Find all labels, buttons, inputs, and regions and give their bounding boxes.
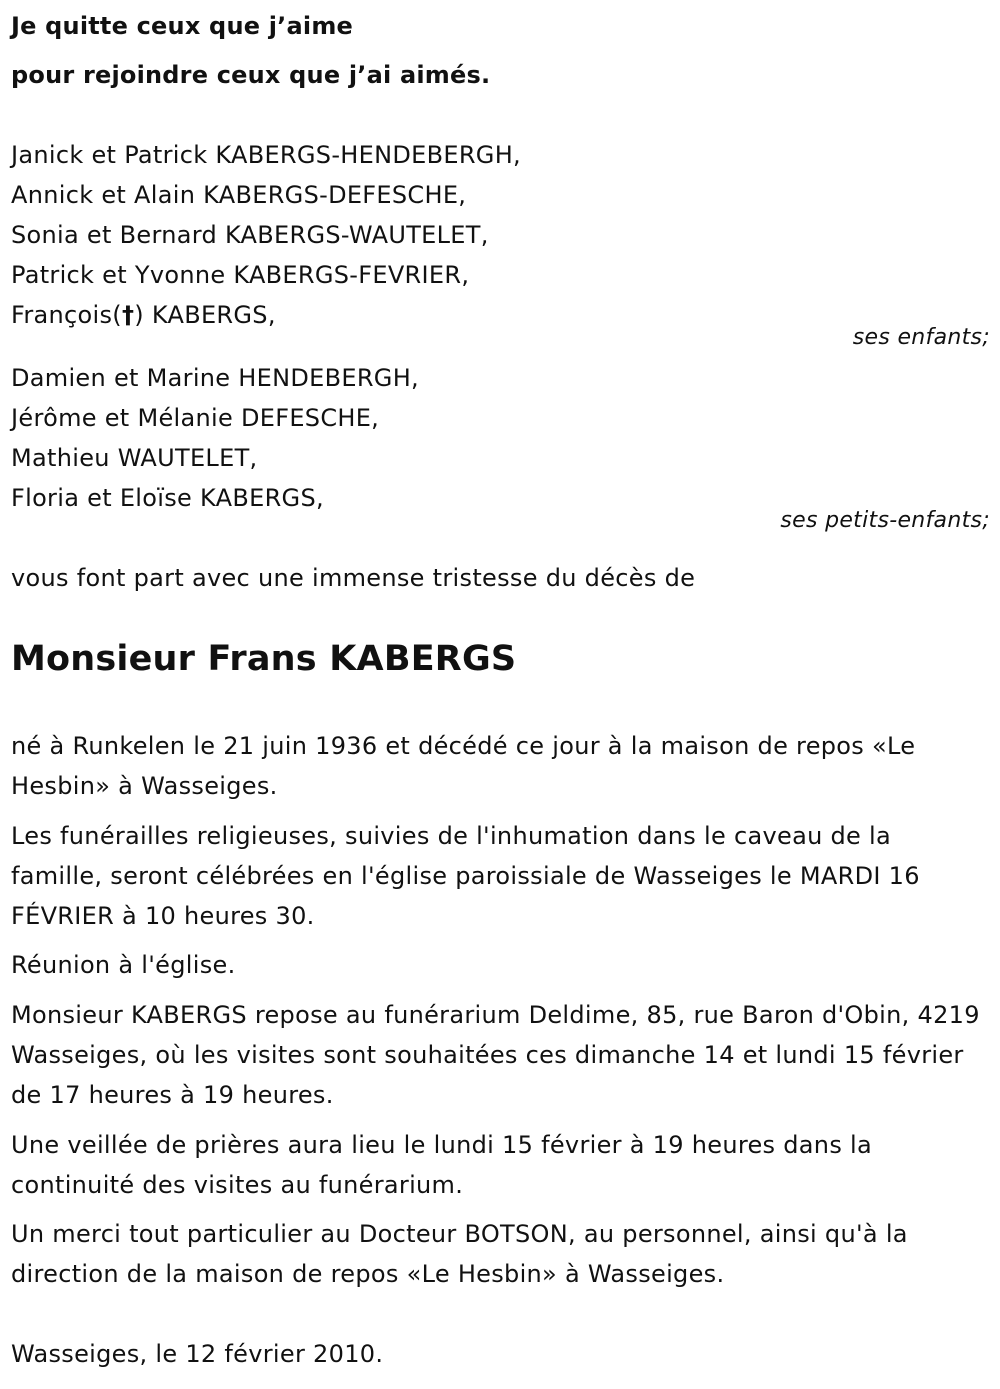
viewing-paragraph: Monsieur KABERGS repose au funérarium Deldime, 85, rue Baron d'Obin, 4219 Wasseiges, où les visites sont souhaitées ces dimanche 14 et lundi 15 février de 17 heures à 19 heures. (11, 1001, 980, 1109)
cross-icon: † (121, 301, 135, 329)
thanks-paragraph: Un merci tout particulier au Docteur BOTSON, au personnel, ainsi qu'à la direction de la maison de repos «Le Hesbin» à Wasseiges. (11, 1220, 908, 1288)
grandchild-name: Jérôme et Mélanie DEFESCHE, (11, 404, 380, 432)
vigil-paragraph: Une veillée de prières aura lieu le lundi 15 février à 19 heures dans la continuité des visites au funérarium. (11, 1131, 873, 1199)
funeral-paragraph: Les funérailles religieuses, suivies de l'inhumation dans le caveau de la famille, seront célébrées en l'église paroissiale de Wasseiges le MARDI 16 FÉVRIER à 10 heures 30. (11, 822, 920, 930)
child-name: Annick et Alain KABERGS-DEFESCHE, (11, 181, 467, 209)
deceased-name: Monsieur Frans KABERGS (11, 639, 517, 679)
children-role-label: ses enfants; (852, 325, 990, 350)
grandchild-name: Damien et Marine HENDEBERGH, (11, 364, 419, 392)
child-name: Janick et Patrick KABERGS-HENDEBERGH, (11, 141, 521, 169)
place-date: Wasseiges, le 12 février 2010. (11, 1340, 384, 1368)
grandchildren-role-label: ses petits-enfants; (780, 508, 990, 533)
grandchild-name: Mathieu WAUTELET, (11, 444, 258, 472)
epitaph-line-2: pour rejoindre ceux que j’ai aimés. (11, 61, 491, 89)
child-name: Patrick et Yvonne KABERGS-FEVRIER, (11, 261, 470, 289)
meeting-paragraph: Réunion à l'église. (11, 951, 236, 979)
grandchild-name: Floria et Eloïse KABERGS, (11, 484, 324, 512)
child-name-deceased-first: François( (11, 301, 122, 329)
announcement-text: vous font part avec une immense tristesse du décès de (11, 564, 696, 592)
child-name: Sonia et Bernard KABERGS-WAUTELET, (11, 221, 489, 249)
child-name-deceased (11, 295, 276, 335)
epitaph-line-1: Je quitte ceux que j’aime (11, 12, 354, 40)
child-name-deceased-last: ) KABERGS, (134, 301, 276, 329)
birth-death-paragraph: né à Runkelen le 21 juin 1936 et décédé ce jour à la maison de repos «Le Hesbin» à Wasseiges. (11, 732, 916, 800)
